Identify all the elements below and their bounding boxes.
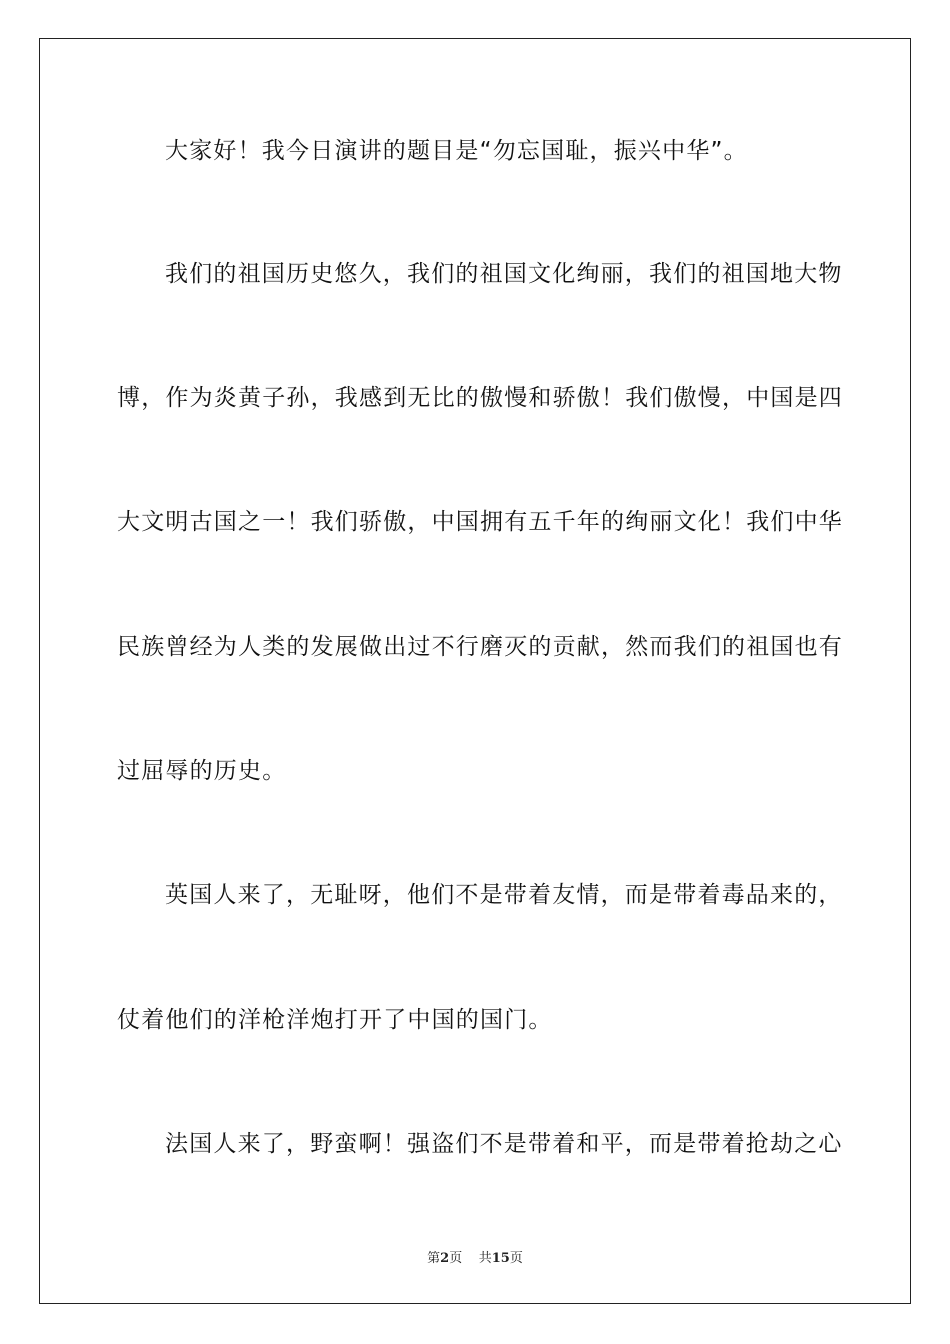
page-label-suffix: 页: [449, 1251, 463, 1266]
paragraph-line: 我们的祖国历史悠久，我们的祖国文化绚丽，我们的祖国地大物: [165, 261, 843, 287]
page-label-prefix: 第: [427, 1251, 441, 1266]
total-pages: 15: [491, 1251, 510, 1266]
paragraph-line: 法国人来了，野蛮啊！强盗们不是带着和平，而是带着抢劫之心: [165, 1131, 843, 1157]
paragraph-line: 过屈辱的历史。: [117, 758, 287, 784]
page-footer: [0, 1247, 950, 1266]
total-label-suffix: 页: [509, 1251, 523, 1266]
page-frame: [39, 38, 911, 1304]
paragraph-line: 大文明古国之一！我们骄傲，中国拥有五千年的绚丽文化！我们中华: [117, 509, 843, 535]
page-number: 2: [440, 1251, 450, 1266]
paragraph-line: 大家好！我今日演讲的题目是“勿忘国耻，振兴中华”。: [165, 138, 748, 164]
paragraph-line: 英国人来了，无耻呀，他们不是带着友情，而是带着毒品来的，: [165, 882, 843, 908]
paragraph-line: 仗着他们的洋枪洋炮打开了中国的国门。: [117, 1007, 553, 1033]
total-label-prefix: 共: [478, 1251, 492, 1266]
paragraph-line: 博，作为炎黄子孙，我感到无比的傲慢和骄傲！我们傲慢，中国是四: [117, 385, 843, 411]
paragraph-line: 民族曾经为人类的发展做出过不行磨灭的贡献，然而我们的祖国也有: [117, 634, 843, 660]
